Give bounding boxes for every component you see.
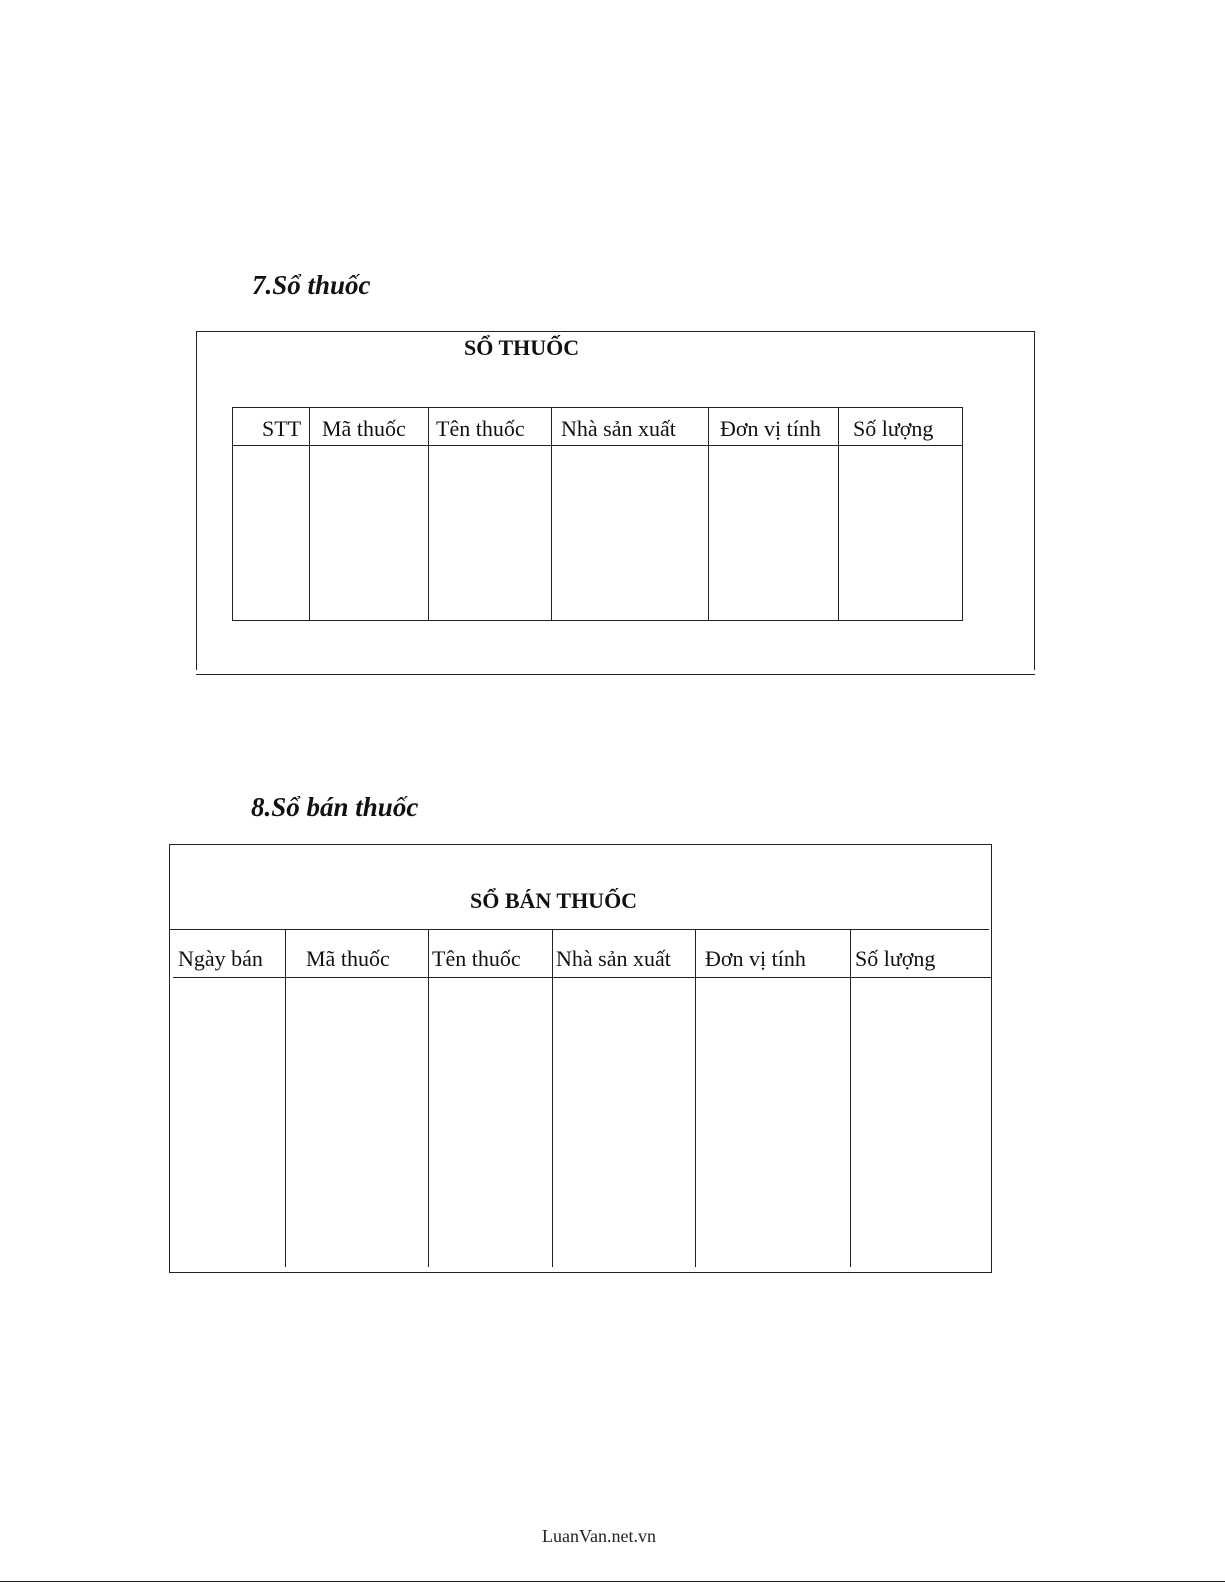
- table-7-col-ma-thuoc: Mã thuốc: [322, 416, 406, 441]
- table-8-divider: [285, 929, 286, 1267]
- table-7-divider: [838, 407, 839, 620]
- table-7-header-rule: [232, 445, 963, 446]
- form-7-frame-right: [1034, 331, 1035, 670]
- table-8-col-ngay-ban: Ngày bán: [178, 946, 263, 971]
- table-8-divider: [552, 929, 553, 1267]
- table-7-divider: [428, 407, 429, 620]
- table-8-col-so-luong: Số lượng: [855, 946, 936, 971]
- form-7-frame-bottom: [196, 674, 1035, 675]
- table-7-divider: [551, 407, 552, 620]
- table-7-top: [232, 407, 963, 408]
- form-7-title: SỔ THUỐC: [464, 335, 580, 360]
- table-7-col-stt: STT: [262, 416, 302, 441]
- form-8-frame-bottom: [169, 1272, 992, 1273]
- form-7-frame-left: [196, 331, 197, 670]
- section-7-heading: 7.Sổ thuốc: [252, 270, 371, 300]
- form-8-frame-right: [991, 844, 992, 1273]
- table-8-divider: [695, 929, 696, 1267]
- form-8-title: SỔ BÁN THUỐC: [470, 888, 638, 913]
- table-8-divider: [850, 929, 851, 1267]
- table-7-left: [232, 407, 233, 620]
- table-8-col-don-vi-tinh: Đơn vị tính: [705, 946, 806, 971]
- table-7-col-ten-thuoc: Tên thuốc: [436, 416, 525, 441]
- form-7-frame-top: [196, 331, 1035, 332]
- page-bottom-rule: [0, 1581, 1225, 1582]
- table-8-header-rule: [173, 977, 992, 978]
- page-footer: LuanVan.net.vn: [542, 1526, 656, 1546]
- table-8-divider: [428, 929, 429, 1267]
- table-7-right: [962, 407, 963, 620]
- form-8-frame-top: [169, 844, 992, 845]
- section-8-heading: 8.Sổ bán thuốc: [251, 792, 419, 822]
- table-8-col-nha-san-xuat: Nhà sản xuất: [556, 946, 671, 971]
- table-7-col-don-vi-tinh: Đơn vị tính: [720, 416, 821, 441]
- table-7-divider: [708, 407, 709, 620]
- table-8-col-ma-thuoc: Mã thuốc: [306, 946, 390, 971]
- table-7-divider: [309, 407, 310, 620]
- table-7-col-so-luong: Số lượng: [853, 416, 934, 441]
- table-7-col-nha-san-xuat: Nhà sản xuất: [561, 416, 676, 441]
- table-7-bottom: [232, 620, 963, 621]
- table-8-col-ten-thuoc: Tên thuốc: [432, 946, 521, 971]
- table-8-top: [169, 929, 989, 930]
- form-8-frame-left: [169, 844, 170, 1273]
